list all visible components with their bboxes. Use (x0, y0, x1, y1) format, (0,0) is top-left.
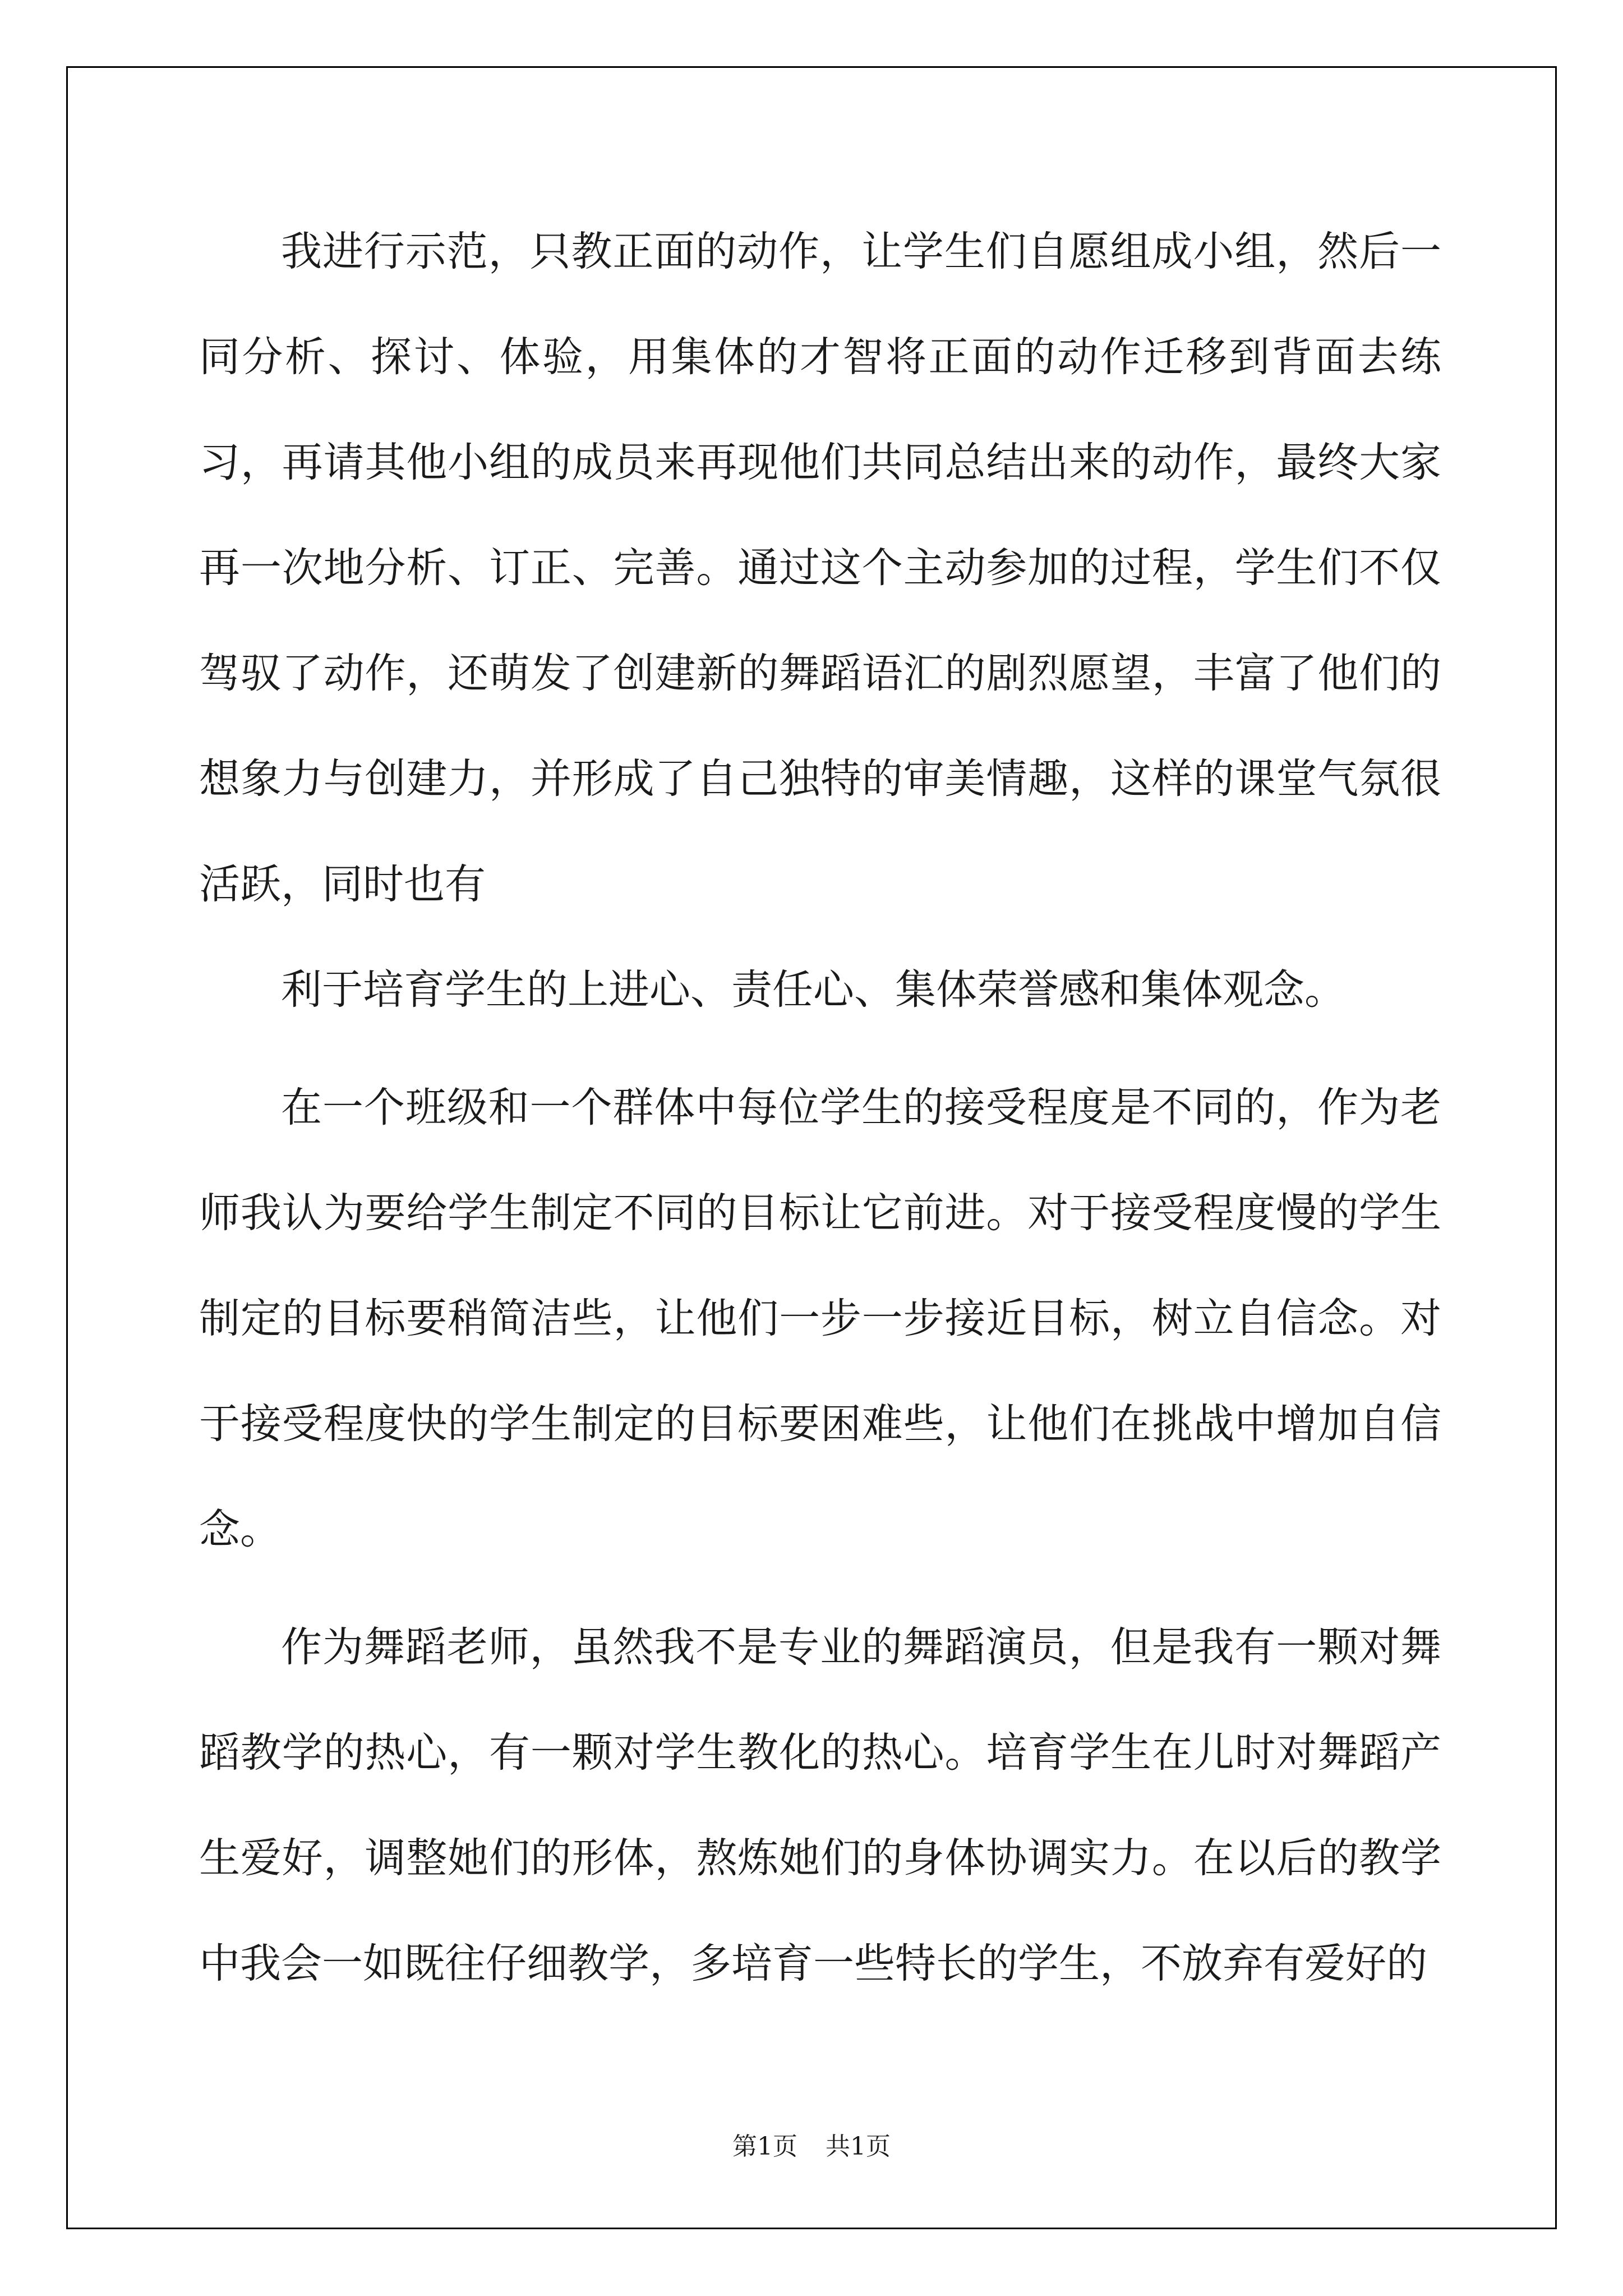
paragraph-4: 作为舞蹈老师，虽然我不是专业的舞蹈演员，但是我有一颗对舞蹈教学的热心，有一颗对学生教化的热心。培育学生在儿时对舞蹈产生爱好，调整她们的形体，熬炼她们的身体协调实力。在以后的教学中我会一如既往仔细教学，多培育一些特长的学生，不放弃有爱好的 (199, 1623, 1441, 1987)
paragraph-1: 我进行示范，只教正面的动作，让学生们自愿组成小组，然后一同分析、探讨、体验，用集体的才智将正面的动作迁移到背面去练习，再请其他小组的成员来再现他们共同总结出来的动作，最终大家再一次地分析、订正、完善。通过这个主动参加的过程，学生们不仅驾驭了动作，还萌发了创建新的舞蹈语汇的剧烈愿望，丰富了他们的想象力与创建力，并形成了自己独特的审美情趣，这样的课堂气氛很活跃，同时也有 (199, 228, 1441, 908)
page-footer (0, 2126, 1623, 2162)
document-body (199, 199, 1441, 2017)
paragraph-3: 在一个班级和一个群体中每位学生的接受程度是不同的，作为老师我认为要给学生制定不同的目标让它前进。对于接受程度慢的学生制定的目标要稍简洁些，让他们一步一步接近目标，树立自信念。对于接受程度快的学生制定的目标要困难些，让他们在挑战中增加自信念。 (199, 1084, 1441, 1553)
paragraph-2: 利于培育学生的上进心、责任心、集体荣誉感和集体观念。 (281, 966, 1345, 1014)
page-total: 共1页 (826, 2132, 891, 2161)
page-number: 第1页 (732, 2132, 797, 2161)
